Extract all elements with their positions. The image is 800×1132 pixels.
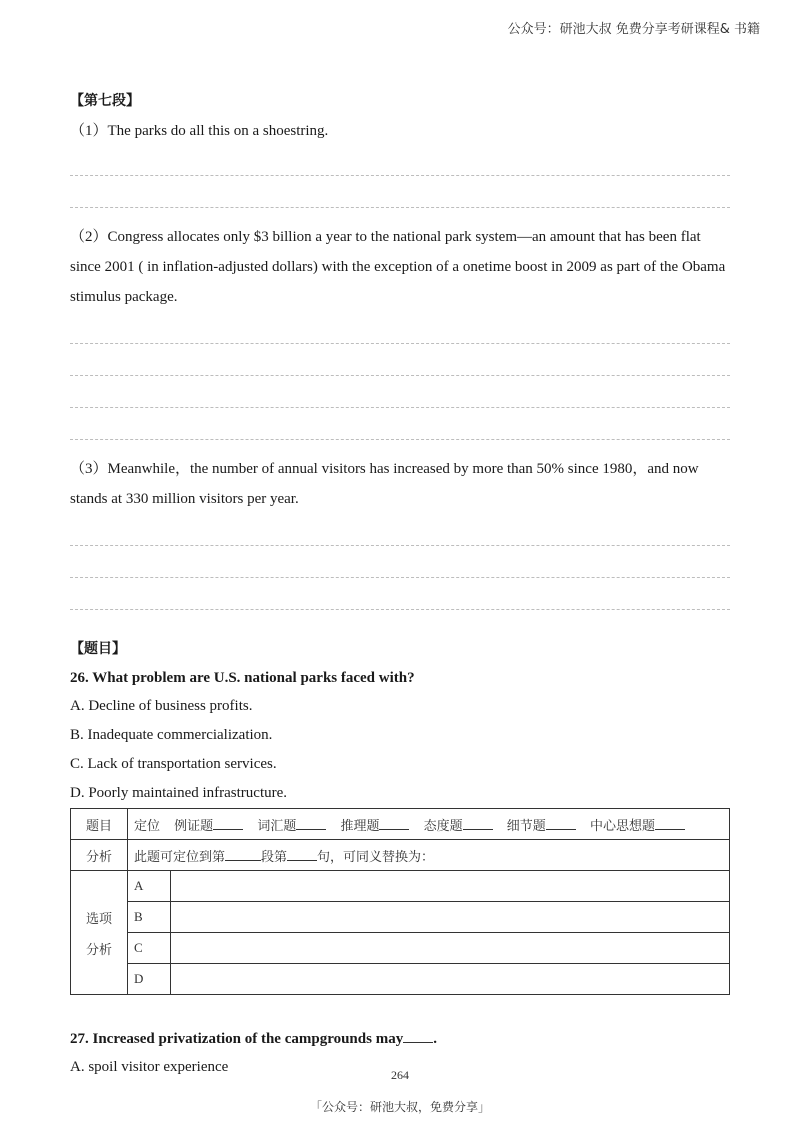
locate-row xyxy=(71,840,730,871)
cell-type-locate: 定位 例证题 词汇题 推理题 态度题 细节题 中心思想题 xyxy=(128,809,730,840)
row-label-question: 题目 xyxy=(71,809,128,840)
type-example: 例证题 xyxy=(174,819,243,834)
type-inference: 推理题 xyxy=(340,819,409,834)
type-vocab: 词汇题 xyxy=(257,819,326,834)
option-row-a xyxy=(71,871,730,902)
option-row-b xyxy=(71,902,730,933)
option-letter: D xyxy=(128,964,171,995)
option-letter: C xyxy=(128,933,171,964)
header-watermark: 公众号：研池大叔 免费分享考研课程& 书籍 xyxy=(507,22,760,37)
cell-locate: 此题可定位到第 段第 句，可同义替换为： xyxy=(128,840,730,871)
answer-line xyxy=(70,376,730,408)
answer-lines-3 xyxy=(70,514,730,610)
option-analysis-cell xyxy=(171,933,730,964)
answer-lines-1 xyxy=(70,144,730,208)
type-attitude: 态度题 xyxy=(424,819,493,834)
type-detail: 细节题 xyxy=(507,819,576,834)
sentence-3: （3）Meanwhile，the number of annual visitors has increased by more than 50% since 1980，and now stands at 330 million visitors per year. xyxy=(70,461,699,507)
option-analysis-cell xyxy=(171,871,730,902)
row-label-options: 选项 分析 xyxy=(71,871,128,995)
q27-option-a: A. spoil visitor experience xyxy=(70,1059,229,1075)
page-content xyxy=(70,90,730,1082)
option-analysis-cell xyxy=(171,902,730,933)
option-analysis-cell xyxy=(171,964,730,995)
question-27-stem: 27. Increased privatization of the campgrounds may . xyxy=(70,1031,437,1047)
answer-line xyxy=(70,578,730,610)
sentence-2: （2）Congress allocates only $3 billion a year to the national park system—an amount that has been flat since 2001 ( in inflation-adjusted dollars) with the exception of a onetime boost in 2009 as part of the Obama stimulus package. xyxy=(70,229,726,305)
sentence-1: （1）The parks do all this on a shoestring. xyxy=(70,123,329,139)
answer-line xyxy=(70,546,730,578)
question-26-stem: 26. What problem are U.S. national parks faced with? xyxy=(70,670,415,686)
q26-option-c: C. Lack of transportation services. xyxy=(70,756,277,772)
answer-line xyxy=(70,408,730,440)
type-main-idea: 中心思想题 xyxy=(590,819,685,834)
question-type-row xyxy=(71,809,730,840)
answer-line xyxy=(70,176,730,208)
section-title: 【第七段】 xyxy=(70,93,140,109)
row-label-analysis: 分析 xyxy=(71,840,128,871)
q26-option-b: B. Inadequate commercialization. xyxy=(70,727,273,743)
q26-option-a: A. Decline of business profits. xyxy=(70,698,253,714)
questions-title: 【题目】 xyxy=(70,641,126,657)
option-letter: B xyxy=(128,902,171,933)
option-row-d xyxy=(71,964,730,995)
answer-line xyxy=(70,514,730,546)
answer-line xyxy=(70,144,730,176)
page-number: 264 xyxy=(391,1068,409,1082)
answer-line xyxy=(70,312,730,344)
answer-lines-2 xyxy=(70,312,730,440)
q26-option-d: D. Poorly maintained infrastructure. xyxy=(70,785,288,801)
footer-watermark: 「公众号：研池大叔，免费分享」 xyxy=(309,1100,490,1114)
option-row-c xyxy=(71,933,730,964)
answer-line xyxy=(70,344,730,376)
option-letter: A xyxy=(128,871,171,902)
analysis-table xyxy=(70,808,730,995)
